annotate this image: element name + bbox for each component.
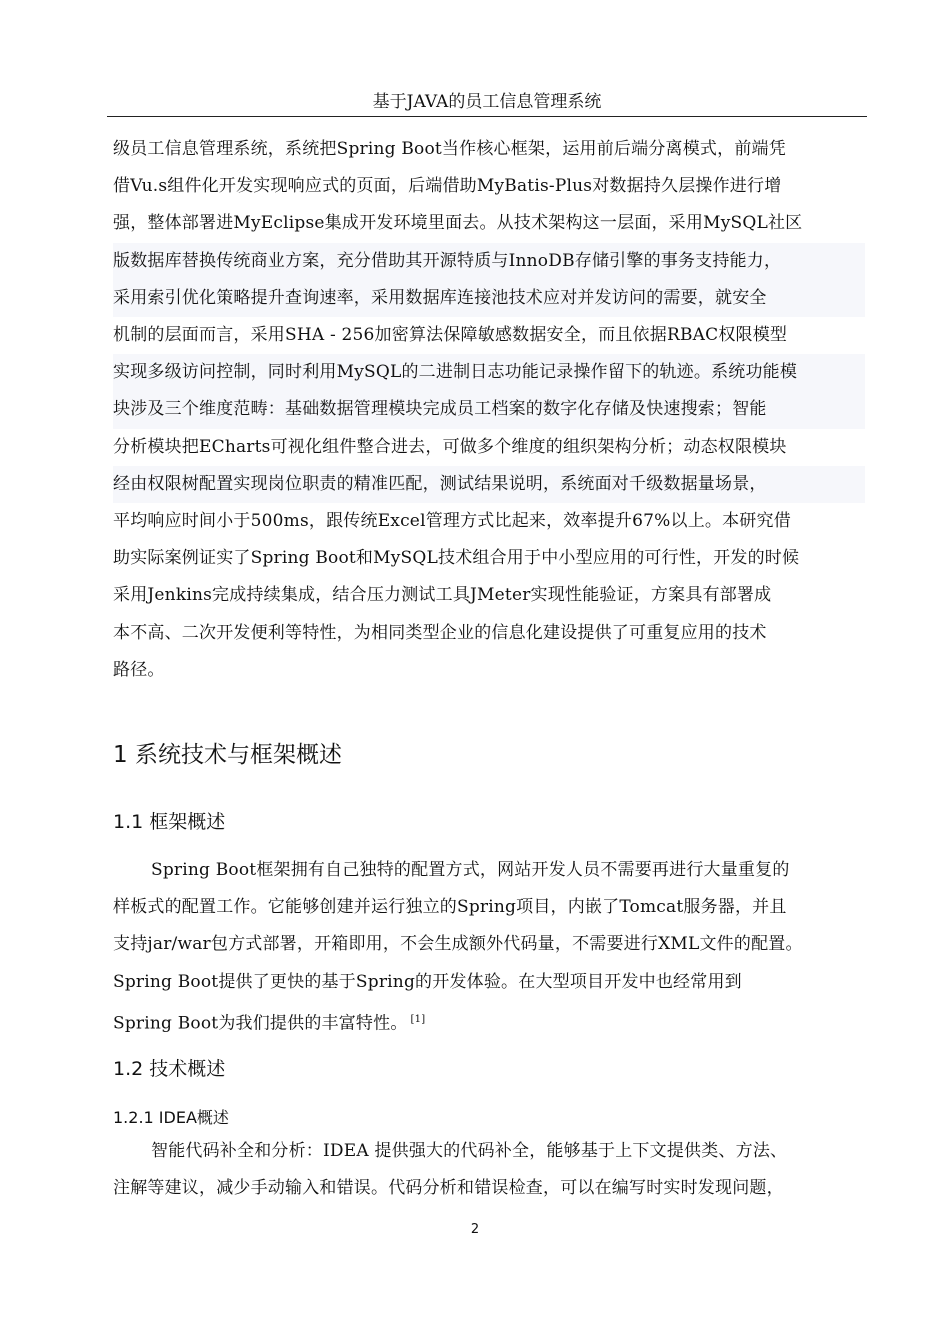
page-number: 2 — [470, 1222, 480, 1237]
abstract-line: 本不高、二次开发便利等特性，为相同类型企业的信息化建设提供了可重复应用的技术 — [113, 622, 767, 643]
section-heading-1-2-1: 1.2.1 IDEA概述 — [113, 1108, 229, 1127]
paragraph-line: 样板式的配置工作。它能够创建并运行独立的Spring项目，内嵌了Tomcat服务器，并且 — [113, 897, 787, 918]
section-heading-1-1: 1.1 框架概述 — [113, 811, 226, 833]
abstract-line: 分析模块把ECharts可视化组件整合进去，可做多个维度的组织架构分析；动态权限模块 — [113, 436, 787, 457]
framework-paragraph — [113, 852, 865, 1043]
citation-reference[interactable]: [1] — [410, 1013, 426, 1025]
header-divider — [107, 116, 867, 117]
abstract-line: 块涉及三个维度范畴：基础数据管理模块完成员工档案的数字化存储及快速搜索；智能 — [113, 391, 865, 428]
idea-paragraph — [113, 1133, 865, 1207]
abstract-line: 版数据库替换传统商业方案，充分借助其开源特质与InnoDB存储引擎的事务支持能力， — [113, 243, 865, 280]
abstract-line: 采用Jenkins完成持续集成，结合压力测试工具JMeter实现性能验证，方案具有部署成 — [113, 585, 772, 606]
paragraph-line: 支持jar/war包方式部署，开箱即用，不会生成额外代码量，不需要进行XML文件的配置。 — [113, 934, 803, 955]
abstract-line: 实现多级访问控制，同时利用MySQL的二进制日志功能记录操作留下的轨迹。系统功能模 — [113, 354, 865, 391]
abstract-paragraph — [113, 131, 865, 689]
abstract-line: 级员工信息管理系统，系统把Spring Boot当作核心框架，运用前后端分离模式，前端凭 — [113, 139, 786, 159]
paragraph-line: 注解等建议，减少手动输入和错误。代码分析和错误检查，可以在编写时实时发现问题， — [113, 1178, 784, 1199]
paragraph-line: Spring Boot框架拥有自己独特的配置方式，网站开发人员不需要再进行大量重复的 — [151, 860, 790, 880]
paragraph-line: 智能代码补全和分析：IDEA 提供强大的代码补全，能够基于上下文提供类、方法、 — [151, 1141, 788, 1161]
paragraph-line — [113, 1001, 865, 1043]
abstract-line: 采用索引优化策略提升查询速率，采用数据库连接池技术应对并发访问的需要，就安全 — [113, 280, 865, 317]
abstract-line: 机制的层面而言，采用SHA - 256加密算法保障敏感数据安全，而且依据RBAC权限模型 — [113, 325, 788, 346]
section-heading-1: 1 系统技术与框架概述 — [113, 742, 342, 768]
abstract-line: 平均响应时间小于500ms，跟传统Excel管理方式比起来，效率提升67%以上。本研究借 — [113, 511, 791, 532]
abstract-line: 助实际案例证实了Spring Boot和MySQL技术组合用于中小型应用的可行性，开发的时候 — [113, 548, 800, 569]
paragraph-line-text: Spring Boot为我们提供的丰富特性。 — [113, 1013, 408, 1034]
abstract-line: 借Vu.s组件化开发实现响应式的页面，后端借助MyBatis-Plus对数据持久层操作进行增 — [113, 176, 782, 197]
paragraph-line: Spring Boot提供了更快的基于Spring的开发体验。在大型项目开发中也经常用到 — [113, 971, 742, 992]
abstract-line: 经由权限树配置实现岗位职责的精准匹配，测试结果说明，系统面对千级数据量场景， — [113, 466, 865, 503]
abstract-line: 强，整体部署进MyEclipse集成开发环境里面去。从技术架构这一层面，采用MySQL社区 — [113, 213, 803, 234]
abstract-line: 路径。 — [113, 659, 165, 680]
page-header-title: 基于JAVA的员工信息管理系统 — [372, 92, 602, 112]
section-heading-1-2: 1.2 技术概述 — [113, 1058, 226, 1080]
